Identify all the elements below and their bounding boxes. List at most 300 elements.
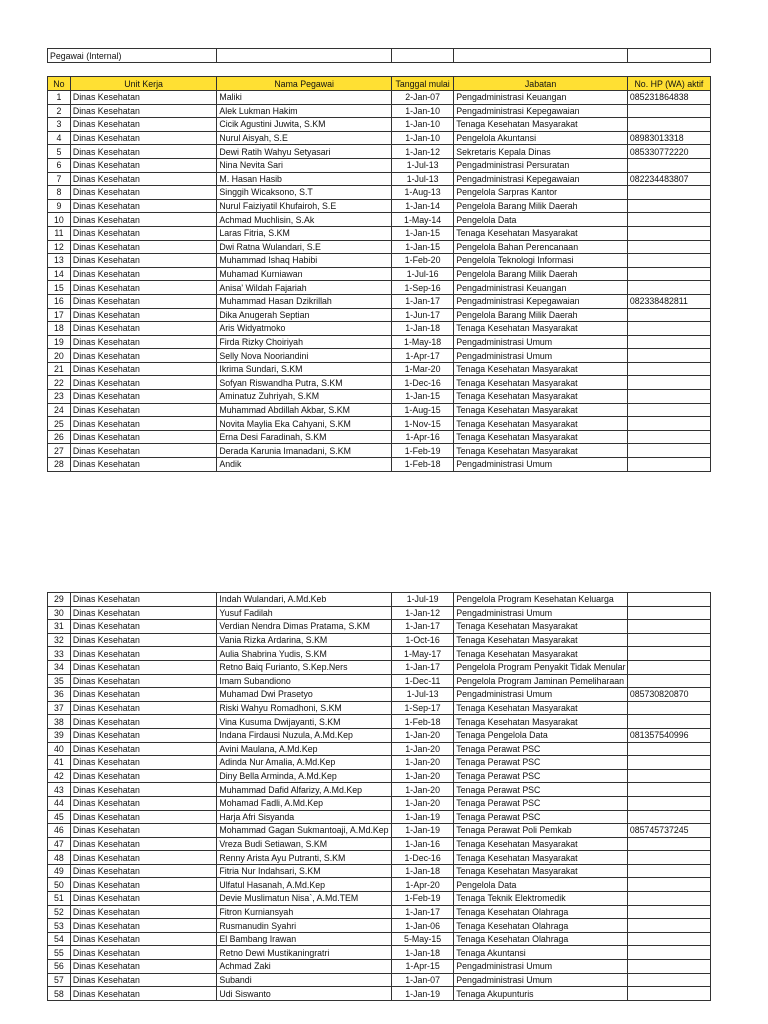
cell-jabatan[interactable]: Tenaga Kesehatan Masyarakat <box>454 226 628 240</box>
cell-nama-pegawai[interactable]: Aulia Shabrina Yudis, S.KM <box>217 647 392 661</box>
cell-no-hp[interactable] <box>627 335 710 349</box>
cell-tanggal-mulai[interactable]: 1-Jan-18 <box>391 864 453 878</box>
cell-tanggal-mulai[interactable]: 1-Aug-13 <box>391 186 453 200</box>
cell-unit-kerja[interactable]: Dinas Kesehatan <box>70 172 217 186</box>
cell-no[interactable]: 19 <box>48 335 71 349</box>
cell-jabatan[interactable]: Pengelola Data <box>454 213 628 227</box>
cell-unit-kerja[interactable]: Dinas Kesehatan <box>70 701 217 715</box>
cell-no[interactable]: 5 <box>48 145 71 159</box>
cell-tanggal-mulai[interactable]: 1-Feb-19 <box>391 892 453 906</box>
cell-nama-pegawai[interactable]: Vreza Budi Setiawan, S.KM <box>217 837 392 851</box>
cell-tanggal-mulai[interactable]: 1-Jan-20 <box>391 756 453 770</box>
cell-nama-pegawai[interactable]: Achmad Zaki <box>217 960 392 974</box>
cell-nama-pegawai[interactable]: Firda Rizky Choiriyah <box>217 335 392 349</box>
cell-nama-pegawai[interactable]: Muhamad Kurniawan <box>217 267 392 281</box>
cell-no-hp[interactable] <box>627 606 710 620</box>
cell-no[interactable]: 2 <box>48 104 71 118</box>
cell-tanggal-mulai[interactable]: 1-Jun-17 <box>391 308 453 322</box>
cell-nama-pegawai[interactable]: M. Hasan Hasib <box>217 172 392 186</box>
cell-no-hp[interactable] <box>627 104 710 118</box>
cell-nama-pegawai[interactable]: Ikrima Sundari, S.KM <box>217 362 392 376</box>
cell-no-hp[interactable] <box>627 226 710 240</box>
cell-unit-kerja[interactable]: Dinas Kesehatan <box>70 756 217 770</box>
cell-tanggal-mulai[interactable]: 1-Jan-06 <box>391 919 453 933</box>
cell-no-hp[interactable] <box>627 851 710 865</box>
cell-no-hp[interactable] <box>627 932 710 946</box>
cell-nama-pegawai[interactable]: Novita Maylia Eka Cahyani, S.KM <box>217 417 392 431</box>
cell-jabatan[interactable]: Pengadministrasi Kepegawaian <box>454 172 628 186</box>
cell-nama-pegawai[interactable]: Devie Muslimatun Nisa`, A.Md.TEM <box>217 892 392 906</box>
cell-unit-kerja[interactable]: Dinas Kesehatan <box>70 118 217 132</box>
cell-tanggal-mulai[interactable]: 1-Jan-17 <box>391 294 453 308</box>
cell-jabatan[interactable]: Pengadministrasi Keuangan <box>454 91 628 105</box>
cell-jabatan[interactable]: Tenaga Kesehatan Olahraga <box>454 932 628 946</box>
cell-unit-kerja[interactable]: Dinas Kesehatan <box>70 715 217 729</box>
cell-no[interactable]: 33 <box>48 647 71 661</box>
cell-nama-pegawai[interactable]: Fitria Nur Indahsari, S.KM <box>217 864 392 878</box>
cell-no-hp[interactable] <box>627 987 710 1001</box>
cell[interactable] <box>627 49 710 63</box>
cell-no-hp[interactable]: 085330772220 <box>627 145 710 159</box>
cell-nama-pegawai[interactable]: Cicik Agustini Juwita, S.KM <box>217 118 392 132</box>
cell-jabatan[interactable]: Pengadministrasi Umum <box>454 688 628 702</box>
header-nama-pegawai[interactable]: Nama Pegawai <box>217 77 392 91</box>
cell-tanggal-mulai[interactable]: 1-Jan-12 <box>391 606 453 620</box>
cell[interactable] <box>391 49 453 63</box>
cell-unit-kerja[interactable]: Dinas Kesehatan <box>70 932 217 946</box>
cell-nama-pegawai[interactable]: Vina Kusuma Dwijayanti, S.KM <box>217 715 392 729</box>
cell-jabatan[interactable]: Tenaga Kesehatan Masyarakat <box>454 633 628 647</box>
cell-unit-kerja[interactable]: Dinas Kesehatan <box>70 987 217 1001</box>
cell-unit-kerja[interactable]: Dinas Kesehatan <box>70 145 217 159</box>
cell-tanggal-mulai[interactable]: 1-Jan-17 <box>391 660 453 674</box>
cell-nama-pegawai[interactable]: Diny Bella Arminda, A.Md.Kep <box>217 769 392 783</box>
cell-nama-pegawai[interactable]: Harja Afri Sisyanda <box>217 810 392 824</box>
cell-no-hp[interactable]: 08983013318 <box>627 131 710 145</box>
cell-no[interactable]: 13 <box>48 254 71 268</box>
cell-nama-pegawai[interactable]: Selly Nova Nooriandini <box>217 349 392 363</box>
cell-tanggal-mulai[interactable]: 1-Apr-16 <box>391 430 453 444</box>
cell-no[interactable]: 23 <box>48 390 71 404</box>
cell-no[interactable]: 38 <box>48 715 71 729</box>
cell-jabatan[interactable]: Pengelola Bahan Perencanaan <box>454 240 628 254</box>
cell-tanggal-mulai[interactable]: 1-Jan-17 <box>391 620 453 634</box>
cell-tanggal-mulai[interactable]: 1-Sep-16 <box>391 281 453 295</box>
cell-unit-kerja[interactable]: Dinas Kesehatan <box>70 226 217 240</box>
cell-tanggal-mulai[interactable]: 1-Jan-10 <box>391 131 453 145</box>
cell-tanggal-mulai[interactable]: 1-Dec-11 <box>391 674 453 688</box>
cell-unit-kerja[interactable]: Dinas Kesehatan <box>70 254 217 268</box>
cell-no-hp[interactable] <box>627 783 710 797</box>
cell-nama-pegawai[interactable]: Sofyan Riswandha Putra, S.KM <box>217 376 392 390</box>
cell-tanggal-mulai[interactable]: 1-Aug-15 <box>391 403 453 417</box>
cell-tanggal-mulai[interactable]: 1-Jan-14 <box>391 199 453 213</box>
cell[interactable] <box>454 49 628 63</box>
cell-unit-kerja[interactable]: Dinas Kesehatan <box>70 417 217 431</box>
cell-no-hp[interactable] <box>627 403 710 417</box>
cell-unit-kerja[interactable]: Dinas Kesehatan <box>70 810 217 824</box>
cell-no[interactable]: 49 <box>48 864 71 878</box>
cell-tanggal-mulai[interactable]: 1-Jan-16 <box>391 837 453 851</box>
cell-tanggal-mulai[interactable]: 1-Jan-20 <box>391 796 453 810</box>
cell-no-hp[interactable] <box>627 674 710 688</box>
cell-jabatan[interactable]: Tenaga Kesehatan Masyarakat <box>454 322 628 336</box>
cell-jabatan[interactable]: Tenaga Kesehatan Masyarakat <box>454 444 628 458</box>
cell-nama-pegawai[interactable]: Verdian Nendra Dimas Pratama, S.KM <box>217 620 392 634</box>
cell-unit-kerja[interactable]: Dinas Kesehatan <box>70 973 217 987</box>
cell-tanggal-mulai[interactable]: 1-Jul-13 <box>391 172 453 186</box>
cell-tanggal-mulai[interactable]: 1-Jan-10 <box>391 104 453 118</box>
cell-unit-kerja[interactable]: Dinas Kesehatan <box>70 769 217 783</box>
cell-jabatan[interactable]: Tenaga Kesehatan Masyarakat <box>454 701 628 715</box>
cell-tanggal-mulai[interactable]: 1-Sep-17 <box>391 701 453 715</box>
cell-nama-pegawai[interactable]: Muhammad Hasan Dzikrillah <box>217 294 392 308</box>
cell-no-hp[interactable] <box>627 892 710 906</box>
cell-tanggal-mulai[interactable]: 1-Mar-20 <box>391 362 453 376</box>
cell-unit-kerja[interactable]: Dinas Kesehatan <box>70 647 217 661</box>
cell-jabatan[interactable]: Tenaga Perawat PSC <box>454 769 628 783</box>
cell-unit-kerja[interactable]: Dinas Kesehatan <box>70 593 217 607</box>
cell-unit-kerja[interactable]: Dinas Kesehatan <box>70 199 217 213</box>
cell-unit-kerja[interactable]: Dinas Kesehatan <box>70 919 217 933</box>
cell-no-hp[interactable] <box>627 919 710 933</box>
header-no-hp[interactable]: No. HP (WA) aktif <box>627 77 710 91</box>
cell-nama-pegawai[interactable]: Renny Arista Ayu Putranti, S.KM <box>217 851 392 865</box>
cell-tanggal-mulai[interactable]: 1-Jul-13 <box>391 158 453 172</box>
cell-no[interactable]: 31 <box>48 620 71 634</box>
cell-jabatan[interactable]: Tenaga Kesehatan Masyarakat <box>454 118 628 132</box>
cell-no-hp[interactable] <box>627 701 710 715</box>
cell-unit-kerja[interactable]: Dinas Kesehatan <box>70 104 217 118</box>
header-unit-kerja[interactable]: Unit Kerja <box>70 77 217 91</box>
cell-no-hp[interactable] <box>627 308 710 322</box>
cell-jabatan[interactable]: Tenaga Kesehatan Masyarakat <box>454 403 628 417</box>
cell-tanggal-mulai[interactable]: 1-May-14 <box>391 213 453 227</box>
cell-no-hp[interactable] <box>627 240 710 254</box>
cell-unit-kerja[interactable]: Dinas Kesehatan <box>70 458 217 472</box>
cell-no[interactable]: 10 <box>48 213 71 227</box>
cell-tanggal-mulai[interactable]: 1-Jan-15 <box>391 390 453 404</box>
cell-no[interactable]: 47 <box>48 837 71 851</box>
cell-nama-pegawai[interactable]: Laras Fitria, S.KM <box>217 226 392 240</box>
cell-no-hp[interactable] <box>627 322 710 336</box>
cell-no[interactable]: 17 <box>48 308 71 322</box>
cell-tanggal-mulai[interactable]: 1-Dec-16 <box>391 376 453 390</box>
cell-nama-pegawai[interactable]: Retno Baiq Furianto, S.Kep.Ners <box>217 660 392 674</box>
cell-tanggal-mulai[interactable]: 1-Nov-15 <box>391 417 453 431</box>
cell-jabatan[interactable]: Tenaga Akuntansi <box>454 946 628 960</box>
cell-tanggal-mulai[interactable]: 1-May-17 <box>391 647 453 661</box>
cell-no-hp[interactable]: 081357540996 <box>627 728 710 742</box>
cell-nama-pegawai[interactable]: Achmad Muchlisin, S.Ak <box>217 213 392 227</box>
cell-jabatan[interactable]: Pengadministrasi Umum <box>454 606 628 620</box>
cell-unit-kerja[interactable]: Dinas Kesehatan <box>70 444 217 458</box>
cell-no[interactable]: 51 <box>48 892 71 906</box>
cell-no[interactable]: 28 <box>48 458 71 472</box>
cell-nama-pegawai[interactable]: Muhammad Ishaq Habibi <box>217 254 392 268</box>
cell-unit-kerja[interactable]: Dinas Kesehatan <box>70 660 217 674</box>
cell-no-hp[interactable] <box>627 267 710 281</box>
cell-tanggal-mulai[interactable]: 1-May-18 <box>391 335 453 349</box>
cell-jabatan[interactable]: Pengelola Program Jaminan Pemeliharaan <box>454 674 628 688</box>
cell-no[interactable]: 52 <box>48 905 71 919</box>
cell-jabatan[interactable]: Tenaga Pengelola Data <box>454 728 628 742</box>
cell-no-hp[interactable] <box>627 213 710 227</box>
cell-no-hp[interactable] <box>627 349 710 363</box>
cell-unit-kerja[interactable]: Dinas Kesehatan <box>70 688 217 702</box>
cell-unit-kerja[interactable]: Dinas Kesehatan <box>70 783 217 797</box>
cell-nama-pegawai[interactable]: Anisa' Wildah Fajariah <box>217 281 392 295</box>
cell-jabatan[interactable]: Pengelola Barang Milik Daerah <box>454 199 628 213</box>
cell-no[interactable]: 58 <box>48 987 71 1001</box>
cell-unit-kerja[interactable]: Dinas Kesehatan <box>70 267 217 281</box>
cell-tanggal-mulai[interactable]: 1-Jan-18 <box>391 946 453 960</box>
cell-no[interactable]: 8 <box>48 186 71 200</box>
cell-no[interactable]: 46 <box>48 824 71 838</box>
cell-no-hp[interactable] <box>627 796 710 810</box>
cell-no-hp[interactable] <box>627 376 710 390</box>
cell-tanggal-mulai[interactable]: 1-Apr-17 <box>391 349 453 363</box>
cell-nama-pegawai[interactable]: Vania Rizka Ardarina, S.KM <box>217 633 392 647</box>
cell-nama-pegawai[interactable]: Muhammad Dafid Alfarizy, A.Md.Kep <box>217 783 392 797</box>
cell-nama-pegawai[interactable]: Fitron Kurniansyah <box>217 905 392 919</box>
cell-nama-pegawai[interactable]: Mohammad Gagan Sukmantoaji, A.Md.Kep <box>217 824 392 838</box>
cell-unit-kerja[interactable]: Dinas Kesehatan <box>70 294 217 308</box>
cell-nama-pegawai[interactable]: Erna Desi Faradinah, S.KM <box>217 430 392 444</box>
cell-no-hp[interactable] <box>627 973 710 987</box>
cell-no-hp[interactable]: 082234483807 <box>627 172 710 186</box>
cell-nama-pegawai[interactable]: Mohamad Fadli, A.Md.Kep <box>217 796 392 810</box>
cell-no[interactable]: 29 <box>48 593 71 607</box>
cell-nama-pegawai[interactable]: Muhamad Dwi Prasetyo <box>217 688 392 702</box>
cell-tanggal-mulai[interactable]: 1-Jan-15 <box>391 226 453 240</box>
cell-jabatan[interactable]: Tenaga Perawat PSC <box>454 796 628 810</box>
cell-tanggal-mulai[interactable]: 1-Jan-20 <box>391 742 453 756</box>
cell-no-hp[interactable] <box>627 458 710 472</box>
cell-no[interactable]: 37 <box>48 701 71 715</box>
header-tanggal-mulai[interactable]: Tanggal mulai <box>391 77 453 91</box>
cell-nama-pegawai[interactable]: Singgih Wicaksono, S.T <box>217 186 392 200</box>
cell-no[interactable]: 57 <box>48 973 71 987</box>
cell-nama-pegawai[interactable]: Udi Siswanto <box>217 987 392 1001</box>
cell-no[interactable]: 14 <box>48 267 71 281</box>
cell-nama-pegawai[interactable]: Subandi <box>217 973 392 987</box>
cell[interactable] <box>217 49 392 63</box>
cell-no[interactable]: 27 <box>48 444 71 458</box>
cell-tanggal-mulai[interactable]: 1-Jul-16 <box>391 267 453 281</box>
cell-nama-pegawai[interactable]: Riski Wahyu Romadhoni, S.KM <box>217 701 392 715</box>
cell-no-hp[interactable] <box>627 254 710 268</box>
cell-nama-pegawai[interactable]: Muhammad Abdillah Akbar, S.KM <box>217 403 392 417</box>
cell-jabatan[interactable]: Tenaga Kesehatan Olahraga <box>454 919 628 933</box>
cell-jabatan[interactable]: Pengadministrasi Umum <box>454 349 628 363</box>
cell-no-hp[interactable] <box>627 660 710 674</box>
cell-nama-pegawai[interactable]: Dewi Ratih Wahyu Setyasari <box>217 145 392 159</box>
cell-unit-kerja[interactable]: Dinas Kesehatan <box>70 892 217 906</box>
cell-nama-pegawai[interactable]: Alek Lukman Hakim <box>217 104 392 118</box>
cell-no[interactable]: 20 <box>48 349 71 363</box>
cell-unit-kerja[interactable]: Dinas Kesehatan <box>70 213 217 227</box>
header-no[interactable]: No <box>48 77 71 91</box>
cell-tanggal-mulai[interactable]: 1-Jan-10 <box>391 118 453 132</box>
cell-no[interactable]: 43 <box>48 783 71 797</box>
cell-no[interactable]: 48 <box>48 851 71 865</box>
cell-tanggal-mulai[interactable]: 1-Jan-15 <box>391 240 453 254</box>
cell-no-hp[interactable] <box>627 281 710 295</box>
cell-no-hp[interactable] <box>627 118 710 132</box>
cell-jabatan[interactable]: Tenaga Akupunturis <box>454 987 628 1001</box>
cell-no[interactable]: 40 <box>48 742 71 756</box>
cell-no[interactable]: 16 <box>48 294 71 308</box>
cell-nama-pegawai[interactable]: Derada Karunia Imanadani, S.KM <box>217 444 392 458</box>
cell-unit-kerja[interactable]: Dinas Kesehatan <box>70 349 217 363</box>
cell-no-hp[interactable] <box>627 620 710 634</box>
cell-jabatan[interactable]: Pengadministrasi Umum <box>454 973 628 987</box>
cell-jabatan[interactable]: Tenaga Kesehatan Masyarakat <box>454 647 628 661</box>
cell-no-hp[interactable] <box>627 417 710 431</box>
cell-no-hp[interactable] <box>627 593 710 607</box>
cell-tanggal-mulai[interactable]: 1-Apr-20 <box>391 878 453 892</box>
cell-unit-kerja[interactable]: Dinas Kesehatan <box>70 742 217 756</box>
cell-no-hp[interactable] <box>627 810 710 824</box>
cell-jabatan[interactable]: Pengadministrasi Kepegawaian <box>454 294 628 308</box>
cell-no[interactable]: 1 <box>48 91 71 105</box>
cell-unit-kerja[interactable]: Dinas Kesehatan <box>70 403 217 417</box>
cell-tanggal-mulai[interactable]: 1-Jan-18 <box>391 322 453 336</box>
cell-no[interactable]: 36 <box>48 688 71 702</box>
cell-nama-pegawai[interactable]: Avini Maulana, A.Md.Kep <box>217 742 392 756</box>
cell-unit-kerja[interactable]: Dinas Kesehatan <box>70 240 217 254</box>
cell-jabatan[interactable]: Tenaga Teknik Elektromedik <box>454 892 628 906</box>
cell-no[interactable]: 18 <box>48 322 71 336</box>
cell-no[interactable]: 11 <box>48 226 71 240</box>
cell-unit-kerja[interactable]: Dinas Kesehatan <box>70 606 217 620</box>
cell-no[interactable]: 41 <box>48 756 71 770</box>
cell-no[interactable]: 44 <box>48 796 71 810</box>
cell-jabatan[interactable]: Tenaga Kesehatan Masyarakat <box>454 362 628 376</box>
cell-no-hp[interactable] <box>627 444 710 458</box>
cell-no-hp[interactable] <box>627 715 710 729</box>
cell-tanggal-mulai[interactable]: 2-Jan-07 <box>391 91 453 105</box>
cell-nama-pegawai[interactable]: Aris Widyatmoko <box>217 322 392 336</box>
cell-unit-kerja[interactable]: Dinas Kesehatan <box>70 362 217 376</box>
cell-jabatan[interactable]: Tenaga Perawat PSC <box>454 810 628 824</box>
cell-jabatan[interactable]: Pengelola Program Kesehatan Keluarga <box>454 593 628 607</box>
cell-no-hp[interactable] <box>627 647 710 661</box>
cell-no[interactable]: 35 <box>48 674 71 688</box>
cell-tanggal-mulai[interactable]: 1-Jul-13 <box>391 688 453 702</box>
cell-unit-kerja[interactable]: Dinas Kesehatan <box>70 131 217 145</box>
cell-tanggal-mulai[interactable]: 1-Feb-18 <box>391 458 453 472</box>
cell-tanggal-mulai[interactable]: 1-Jan-19 <box>391 824 453 838</box>
cell-unit-kerja[interactable]: Dinas Kesehatan <box>70 390 217 404</box>
cell-no[interactable]: 55 <box>48 946 71 960</box>
cell-unit-kerja[interactable]: Dinas Kesehatan <box>70 281 217 295</box>
cell-no-hp[interactable] <box>627 186 710 200</box>
cell-tanggal-mulai[interactable]: 1-Feb-18 <box>391 715 453 729</box>
cell-tanggal-mulai[interactable]: 1-Jan-20 <box>391 728 453 742</box>
cell-unit-kerja[interactable]: Dinas Kesehatan <box>70 158 217 172</box>
cell-unit-kerja[interactable]: Dinas Kesehatan <box>70 376 217 390</box>
cell-no[interactable]: 34 <box>48 660 71 674</box>
cell-jabatan[interactable]: Tenaga Kesehatan Masyarakat <box>454 864 628 878</box>
cell-jabatan[interactable]: Pengadministrasi Umum <box>454 335 628 349</box>
cell-jabatan[interactable]: Sekretaris Kepala Dinas <box>454 145 628 159</box>
cell-no-hp[interactable] <box>627 199 710 213</box>
cell-no-hp[interactable] <box>627 756 710 770</box>
cell-unit-kerja[interactable]: Dinas Kesehatan <box>70 308 217 322</box>
cell-no[interactable]: 50 <box>48 878 71 892</box>
cell-no[interactable]: 26 <box>48 430 71 444</box>
cell-no-hp[interactable] <box>627 742 710 756</box>
cell-unit-kerja[interactable]: Dinas Kesehatan <box>70 864 217 878</box>
sheet-title[interactable]: Pegawai (Internal) <box>48 49 217 63</box>
cell-nama-pegawai[interactable]: Maliki <box>217 91 392 105</box>
cell-no-hp[interactable] <box>627 158 710 172</box>
cell-no-hp[interactable] <box>627 946 710 960</box>
cell-jabatan[interactable]: Pengadministrasi Keuangan <box>454 281 628 295</box>
cell-unit-kerja[interactable]: Dinas Kesehatan <box>70 728 217 742</box>
cell-unit-kerja[interactable]: Dinas Kesehatan <box>70 878 217 892</box>
cell-nama-pegawai[interactable]: Andik <box>217 458 392 472</box>
cell-no[interactable]: 4 <box>48 131 71 145</box>
cell-jabatan[interactable]: Tenaga Kesehatan Masyarakat <box>454 837 628 851</box>
cell-no[interactable]: 56 <box>48 960 71 974</box>
cell-tanggal-mulai[interactable]: 5-May-15 <box>391 932 453 946</box>
cell-jabatan[interactable]: Tenaga Kesehatan Masyarakat <box>454 390 628 404</box>
cell-jabatan[interactable]: Pengadministrasi Kepegawaian <box>454 104 628 118</box>
cell-tanggal-mulai[interactable]: 1-Jan-12 <box>391 145 453 159</box>
cell-no[interactable]: 12 <box>48 240 71 254</box>
cell-no[interactable]: 22 <box>48 376 71 390</box>
cell-nama-pegawai[interactable]: Adinda Nur Amalia, A.Md.Kep <box>217 756 392 770</box>
cell-no[interactable]: 54 <box>48 932 71 946</box>
cell-no[interactable]: 30 <box>48 606 71 620</box>
cell-jabatan[interactable]: Pengelola Teknologi Informasi <box>454 254 628 268</box>
cell-no-hp[interactable]: 085730820870 <box>627 688 710 702</box>
cell-no[interactable]: 24 <box>48 403 71 417</box>
cell-jabatan[interactable]: Pengelola Sarpras Kantor <box>454 186 628 200</box>
cell-no[interactable]: 7 <box>48 172 71 186</box>
cell-nama-pegawai[interactable]: Nurul Faiziyatil Khufairoh, S.E <box>217 199 392 213</box>
cell-unit-kerja[interactable]: Dinas Kesehatan <box>70 633 217 647</box>
cell-jabatan[interactable]: Tenaga Kesehatan Masyarakat <box>454 417 628 431</box>
cell-no-hp[interactable] <box>627 878 710 892</box>
cell-jabatan[interactable]: Tenaga Perawat PSC <box>454 783 628 797</box>
cell-tanggal-mulai[interactable]: 1-Jan-19 <box>391 810 453 824</box>
cell-tanggal-mulai[interactable]: 1-Apr-15 <box>391 960 453 974</box>
cell-nama-pegawai[interactable]: Aminatuz Zuhriyah, S.KM <box>217 390 392 404</box>
cell-no-hp[interactable] <box>627 905 710 919</box>
cell-no[interactable]: 3 <box>48 118 71 132</box>
cell-nama-pegawai[interactable]: Indah Wulandari, A.Md.Keb <box>217 593 392 607</box>
cell-nama-pegawai[interactable]: Dika Anugerah Septian <box>217 308 392 322</box>
cell-no-hp[interactable] <box>627 430 710 444</box>
cell-no[interactable]: 32 <box>48 633 71 647</box>
cell-tanggal-mulai[interactable]: 1-Jul-19 <box>391 593 453 607</box>
cell-no-hp[interactable] <box>627 362 710 376</box>
cell-nama-pegawai[interactable]: Imam Subandiono <box>217 674 392 688</box>
cell-jabatan[interactable]: Tenaga Perawat PSC <box>454 756 628 770</box>
cell-jabatan[interactable]: Pengelola Akuntansi <box>454 131 628 145</box>
cell-unit-kerja[interactable]: Dinas Kesehatan <box>70 322 217 336</box>
cell-nama-pegawai[interactable]: Rusmanudin Syahri <box>217 919 392 933</box>
cell-tanggal-mulai[interactable]: 1-Jan-17 <box>391 905 453 919</box>
cell-no[interactable]: 15 <box>48 281 71 295</box>
cell-jabatan[interactable]: Pengadministrasi Umum <box>454 458 628 472</box>
cell-nama-pegawai[interactable]: Yusuf Fadilah <box>217 606 392 620</box>
cell-unit-kerja[interactable]: Dinas Kesehatan <box>70 186 217 200</box>
